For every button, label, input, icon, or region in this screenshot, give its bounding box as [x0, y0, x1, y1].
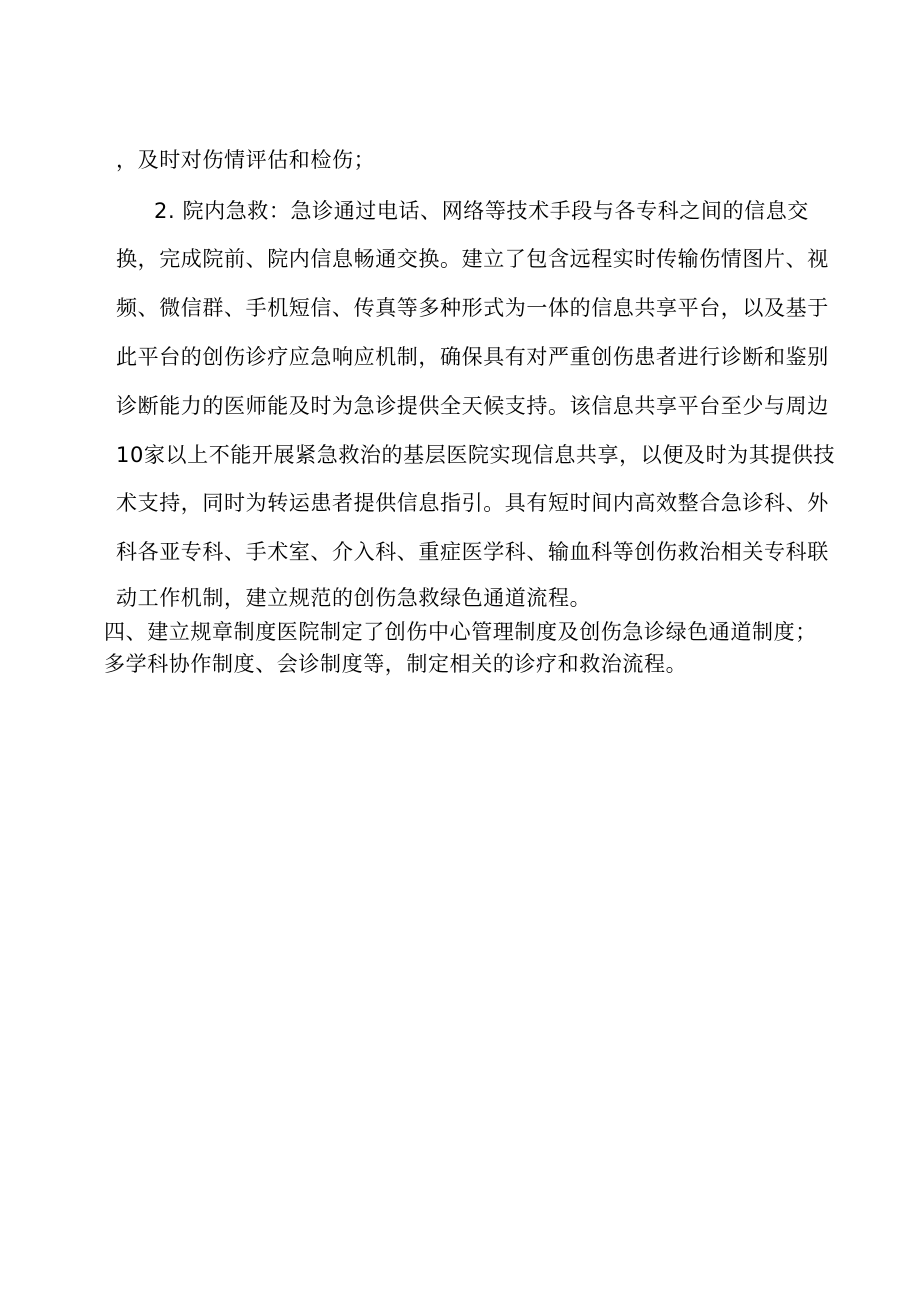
text-line: 多学科协作制度、会诊制度等，制定相关的诊疗和救治流程。 [104, 652, 688, 676]
text-line: 术支持，同时为转运患者提供信息指引。具有短时间内高效整合急诊科、外 [116, 491, 829, 515]
text-line: ，及时对伤情评估和检伤； [116, 148, 376, 172]
text-line: 此平台的创伤诊疗应急响应机制，确保具有对严重创伤患者进行诊断和鉴别 [116, 345, 829, 369]
text-line: 科各亚专科、手术室、介入科、重症医学科、输血科等创伤救治相关专科联 [116, 540, 829, 564]
text-line: 频、微信群、手机短信、传真等多种形式为一体的信息共享平台，以及基于 [116, 296, 829, 320]
text-line: 换，完成院前、院内信息畅通交换。建立了包含远程实时传输伤情图片、视 [116, 247, 829, 271]
text-line: 10家以上不能开展紧急救治的基层医院实现信息共享，以便及时为其提供技 [116, 443, 836, 467]
text-line: 2. 院内急救：急诊通过电话、网络等技术手段与各专科之间的信息交 [154, 199, 809, 223]
text-line: 四、建立规章制度医院制定了创伤中心管理制度及创伤急诊绿色通道制度； [104, 620, 817, 644]
text-line: 诊断能力的医师能及时为急诊提供全天候支持。该信息共享平台至少与周边 [116, 394, 829, 418]
text-line: 动工作机制，建立规范的创伤急救绿色通道流程。 [116, 586, 592, 610]
